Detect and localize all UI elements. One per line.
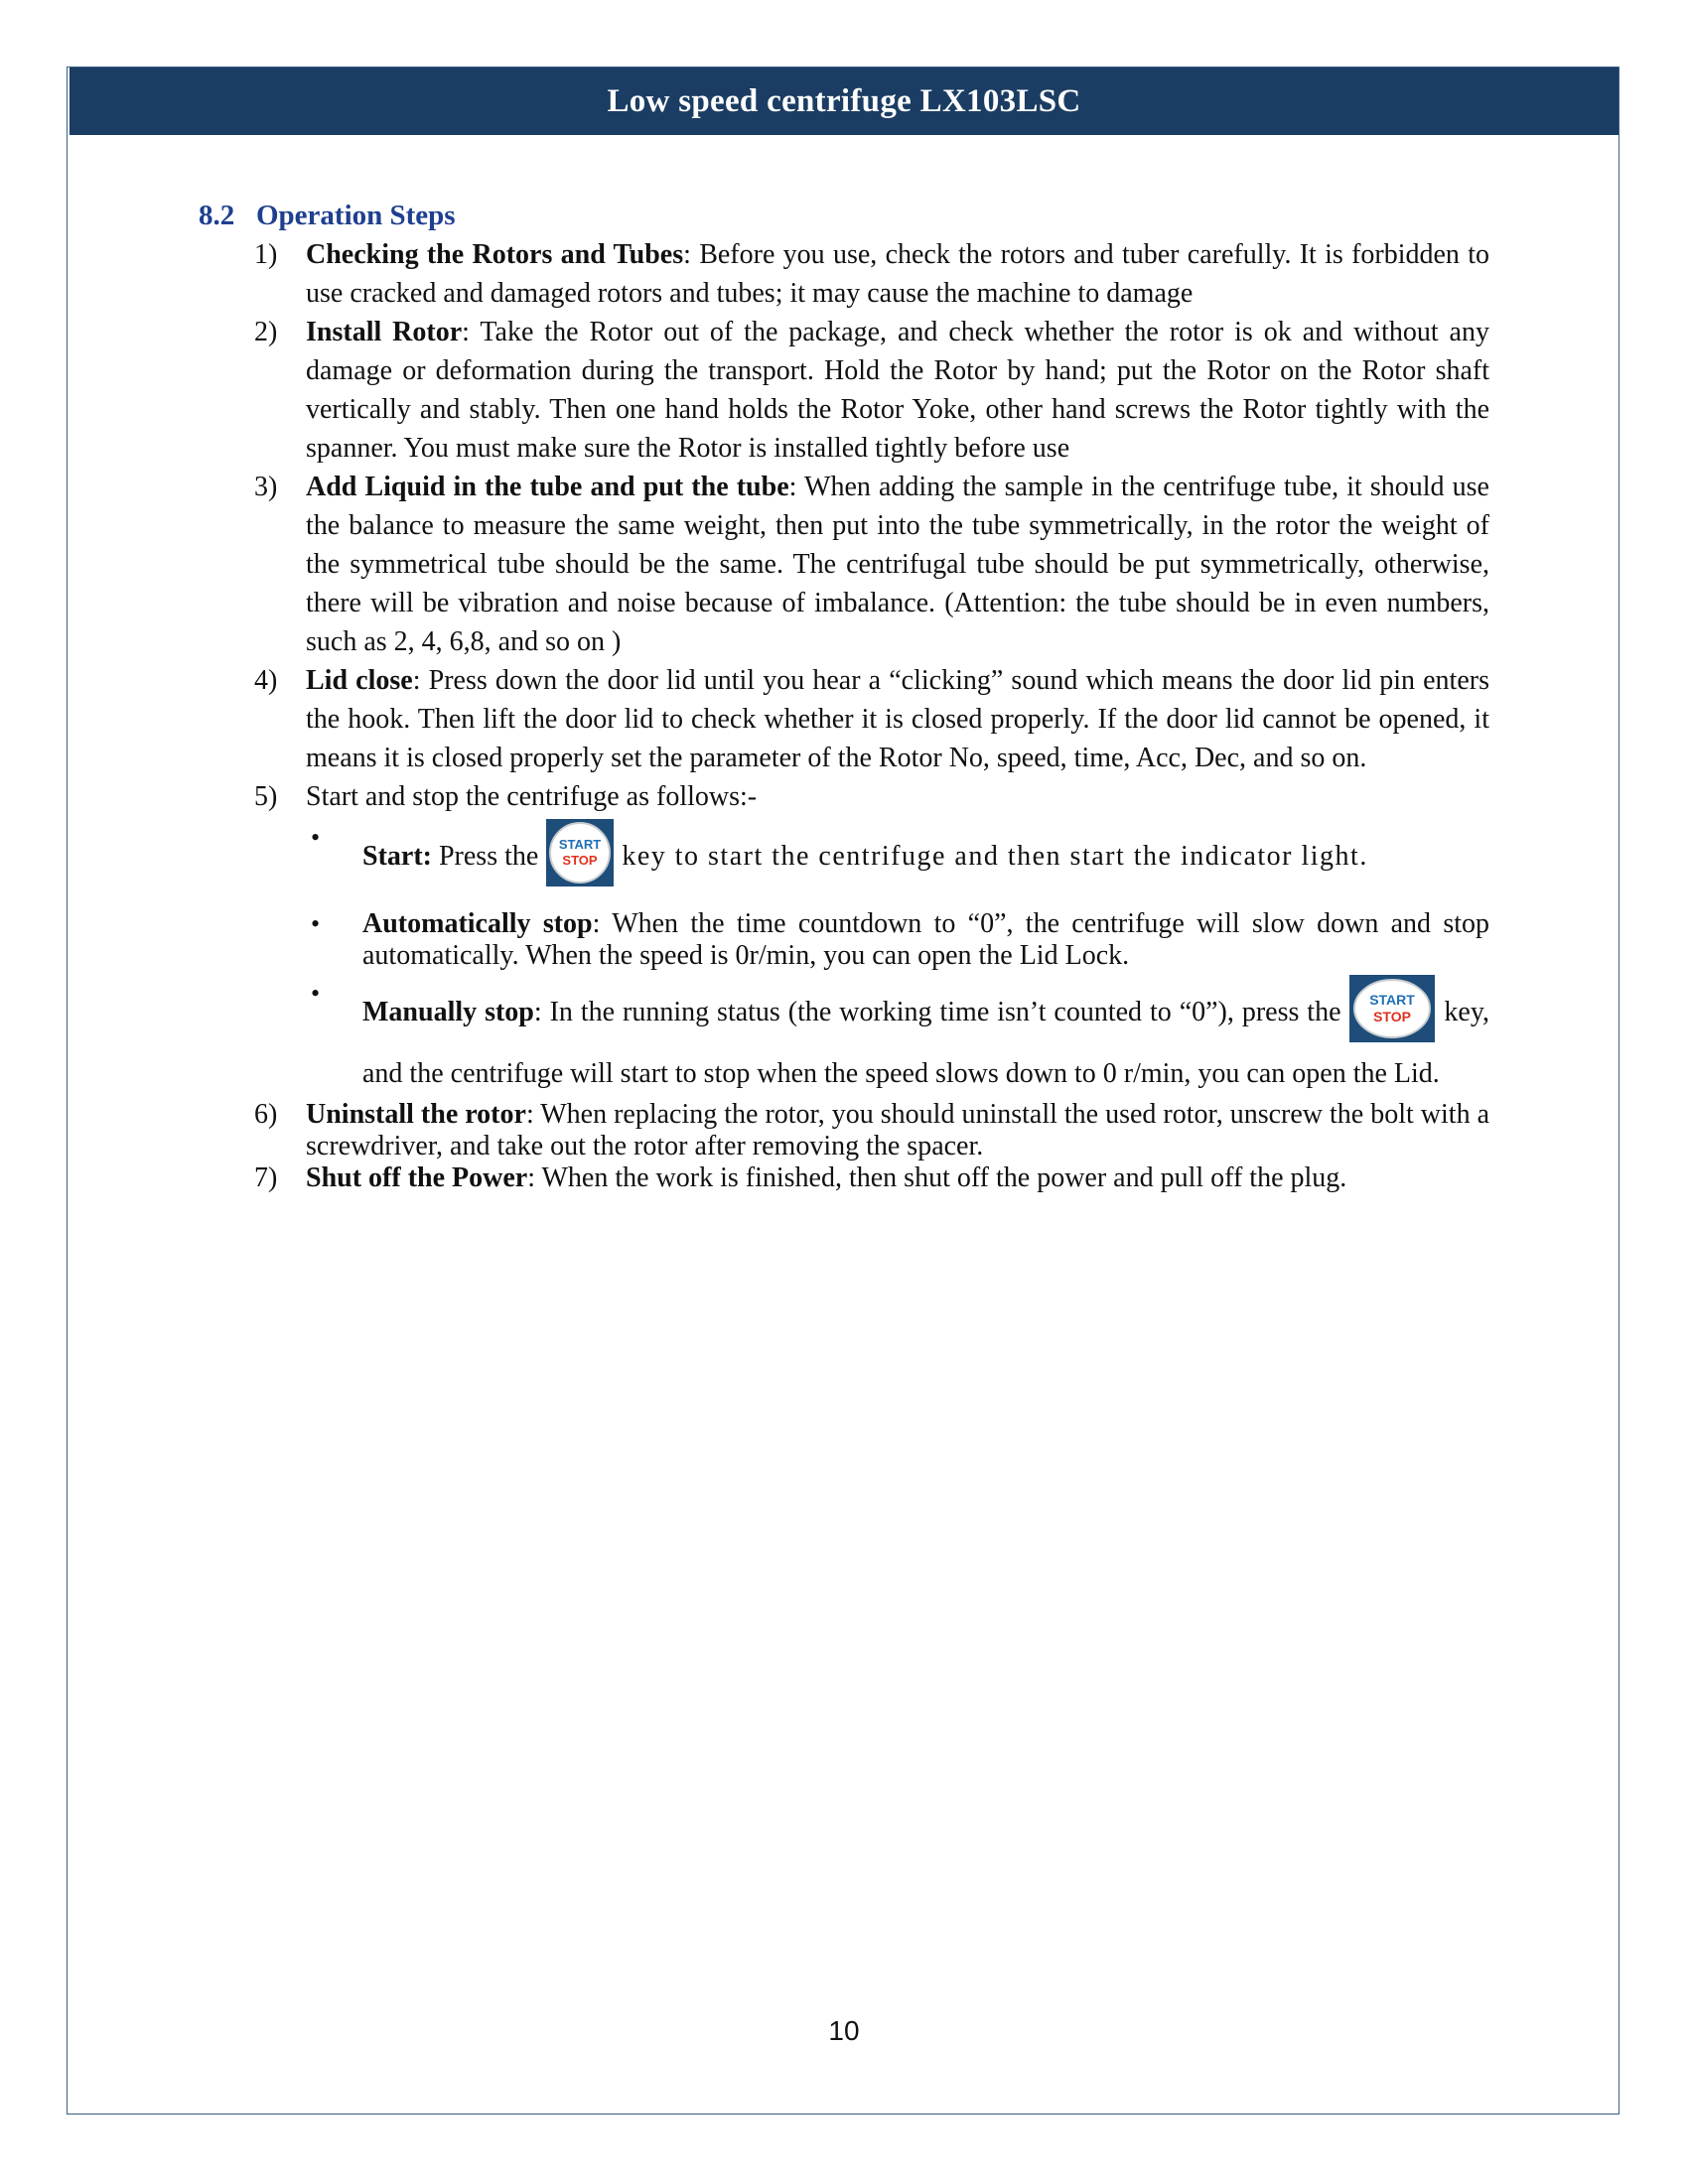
step-number: 2) xyxy=(254,317,278,347)
substep-manual-stop xyxy=(199,974,1489,1093)
svg-text:START: START xyxy=(559,837,602,852)
svg-text:START: START xyxy=(1369,992,1416,1008)
substep-text: key to start the centrifuge and then start the indicator light. xyxy=(622,840,1368,872)
step-separator: : xyxy=(788,472,805,502)
substep-text: When the time countdown to “0”, the centrifuge will slow down and stop automatically. When the speed is 0r/min, you can open the Lid Lock. xyxy=(362,908,1489,971)
step-title: Uninstall the rotor xyxy=(306,1099,526,1130)
step-title: Shut off the Power xyxy=(306,1162,528,1193)
step-separator: : xyxy=(525,1099,541,1130)
step-number: 4) xyxy=(254,665,278,696)
step-number: 7) xyxy=(254,1162,278,1193)
svg-text:STOP: STOP xyxy=(562,853,598,868)
substep-title: Manually stop xyxy=(362,996,534,1027)
step-text: Press down the door lid until you hear a “clicking” sound which means the door lid pin enters the hook. Then lift the door lid to check whether it is closed properly. If the door lid cannot be opened, it means it is closed properly set the parameter of the Rotor No, speed, time, Acc, Dec, and so on. xyxy=(306,665,1489,773)
step-title: Lid close xyxy=(306,665,413,696)
step-1 xyxy=(199,235,1489,313)
substep-text: key, and the centrifuge will start to stop when the speed slows down to 0 r/min, you can open the Lid. xyxy=(362,996,1490,1089)
start-stop-key-icon xyxy=(545,818,615,898)
substep-title: Automatically stop xyxy=(362,908,593,939)
step-title: Add Liquid in the tube and put the tube xyxy=(306,472,789,502)
step-text: When the work is finished, then shut off the power and pull off the plug. xyxy=(541,1162,1347,1193)
step-number: 6) xyxy=(254,1099,278,1130)
step-separator: : xyxy=(683,239,700,270)
step-6 xyxy=(199,1099,1489,1162)
substep-title: Start: xyxy=(362,840,432,872)
step-separator: : xyxy=(527,1162,542,1193)
step-number: 5) xyxy=(254,781,278,812)
step-text: Start and stop the centrifuge as follows:- xyxy=(306,781,758,812)
substep-text: Press the xyxy=(431,840,546,872)
step-separator: : xyxy=(412,665,429,696)
step-number: 1) xyxy=(254,239,278,270)
section-number: 8.2 xyxy=(199,200,235,231)
page-number: 10 xyxy=(828,2015,860,2046)
bullet: • xyxy=(311,979,321,1008)
step-separator: : xyxy=(462,317,481,347)
step-title: Checking the Rotors and Tubes xyxy=(306,239,684,270)
document-body xyxy=(199,197,1489,1194)
step-text: When adding the sample in the centrifuge tube, it should use the balance to measure the same weight, then put into the tube symmetrically, in the rotor the weight of the symmetrical tube should be the same. The centrifugal tube should be put symmetrically, otherwise, there will be vibration and noise because of imbalance. (Attention: the tube should be in even numbers, such as 2, 4, 6,8, and so on ) xyxy=(306,472,1489,657)
step-title: Install Rotor xyxy=(306,317,463,347)
bullet: • xyxy=(311,823,321,852)
step-4 xyxy=(199,661,1489,777)
step-text: Take the Rotor out of the package, and check whether the rotor is ok and without any damage or deformation during the transport. Hold the Rotor by hand; put the Rotor on the Rotor shaft vertically and stably. Then one hand holds the Rotor Yoke, other hand screws the Rotor tightly with the spanner. You must make sure the Rotor is installed tightly before use xyxy=(306,317,1489,464)
substep-text: In the running status (the working time isn’t counted to “0”), press the xyxy=(549,996,1349,1027)
step-number: 3) xyxy=(254,472,278,502)
substep-automatic-stop xyxy=(199,908,1489,972)
step-text: Before you use, check the rotors and tuber carefully. It is forbidden to use cracked and damaged rotors and tubes; it may cause the machine to damage xyxy=(306,239,1489,309)
substep-separator: : xyxy=(533,996,550,1027)
svg-text:STOP: STOP xyxy=(1373,1009,1412,1024)
step-text: When replacing the rotor, you should uninstall the used rotor, unscrew the bolt with a screwdriver, and take out the rotor after removing the spacer. xyxy=(306,1099,1490,1161)
step-7 xyxy=(199,1162,1489,1194)
section-title: Operation Steps xyxy=(256,200,456,231)
step-3 xyxy=(199,468,1489,661)
step-2 xyxy=(199,313,1489,468)
step-5 xyxy=(199,777,1489,816)
start-stop-key-icon xyxy=(1348,974,1436,1054)
substep-start xyxy=(199,818,1489,898)
bullet: • xyxy=(311,909,321,938)
document-header: Low speed centrifuge LX103LSC xyxy=(70,68,1618,135)
section-heading xyxy=(199,197,1489,235)
substep-separator: : xyxy=(592,908,613,939)
